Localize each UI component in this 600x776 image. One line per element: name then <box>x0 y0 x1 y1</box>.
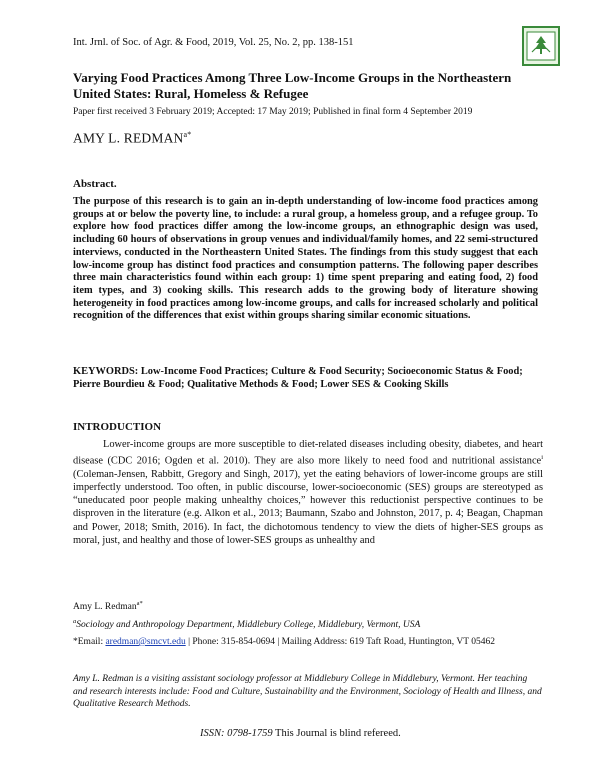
affiliation-text: Sociology and Anthropology Department, Middlebury College, Middlebury, Vermont, USA <box>76 620 421 631</box>
affiliation-mark: a <box>73 618 77 625</box>
introduction-paragraph <box>73 438 543 547</box>
abstract-text: The purpose of this research is to gain an in-depth understanding of low-income food practices among groups at or below the poverty line, to include: a rural group, a homeless group, and a refugee group. To explore how food practices differ among the low-income groups, an ethnographic design was used, including 60 hours of observations in group venues and individual/family homes, and 22 semi-structured interviews, conducted in the Northeastern United States. The findings from this study suggest that each low-income group has distinct food practices and consumption patterns. The following paper describes three main characteristics found within each group: 1) time spent preparing and eating food, 2) food item types, and 3) cooking skills. This research adds to the growing body of literature showing heterogeneity in food practices among low-income groups, and calls for increased scholarly and political recognition of the differences that exist within groups sharing similar economic situations. <box>73 196 538 322</box>
journal-logo <box>522 26 560 66</box>
introduction-heading: INTRODUCTION <box>73 421 162 433</box>
footnote-author-mark: a* <box>136 600 143 607</box>
footnote-author <box>73 600 143 612</box>
author-mark: a* <box>183 130 192 139</box>
author-bio: Amy L. Redman is a visiting assistant sociology professor at Middlebury College in Middlebury, Vermont. Her teaching and research interests include: Food and Culture, Sustainability and the Environment, Sociology of Health and Illness, and Qualitative Research Methods. <box>73 674 542 709</box>
publication-dates: Paper first received 3 February 2019; Accepted: 17 May 2019; Published in final form 4 September 2019 <box>73 107 473 117</box>
author-name-text: AMY L. REDMAN <box>73 130 184 146</box>
intro-text-b: (Coleman-Jensen, Rabbitt, Gregory and Singh, 2017), yet the eating behaviors of lower-income groups are still imperfectly understood. Too often, in public discourse, lower-socioeconomic (SES) groups are stereotyped as “uneducated poor people making unhealthy choices,” however this reductionist perspective continues to be disproven in the literature (e.g. Alkon et al., 2013; Baumann, Szabo and Johnston, 2017, p. 4; Beagan, Chapman and Power, 2018; Smith, 2016). In fact, the dichotomous tendency to view the diets of higher-SES groups as moral, just, and healthy and those of lower-SES groups as unhealthy and <box>73 468 543 546</box>
page-footer <box>200 728 401 739</box>
abstract-heading: Abstract. <box>73 178 117 190</box>
footnote-author-name: Amy L. Redman <box>73 602 137 613</box>
journal-citation: Int. Jrnl. of Soc. of Agr. & Food, 2019, Vol. 25, No. 2, pp. 138-151 <box>73 37 354 48</box>
contact-info <box>73 636 543 648</box>
contact-details: | Phone: 315-854-0694 | Mailing Address: 619 Taft Road, Huntington, VT 05462 <box>185 637 495 647</box>
paper-title: Varying Food Practices Among Three Low-Income Groups in the Northeastern United States: Rural, Homeless & Refugee <box>73 70 512 101</box>
intro-text-a: Lower-income groups are more susceptible to diet-related diseases including obesity, diabetes, and heart disease (CDC 2016; Ogden et al. 2010). They are also more likely to need food and nutritional assistance <box>73 439 543 467</box>
tree-seal-icon <box>524 28 558 64</box>
author-name <box>73 130 191 147</box>
affiliation <box>73 618 420 630</box>
footnote-marker[interactable]: i <box>541 454 543 462</box>
issn: ISSN: 0798-1759 <box>200 728 273 739</box>
keywords: KEYWORDS: Low-Income Food Practices; Culture & Food Security; Socioeconomic Status & Food; Pierre Bourdieu & Food; Qualitative Methods & Food; Lower SES & Cooking Skills <box>73 366 523 390</box>
referee-note: This Journal is blind refereed. <box>272 728 401 739</box>
email-label: *Email: <box>73 637 106 647</box>
email-link[interactable]: aredman@smcvt.edu <box>105 637 186 647</box>
